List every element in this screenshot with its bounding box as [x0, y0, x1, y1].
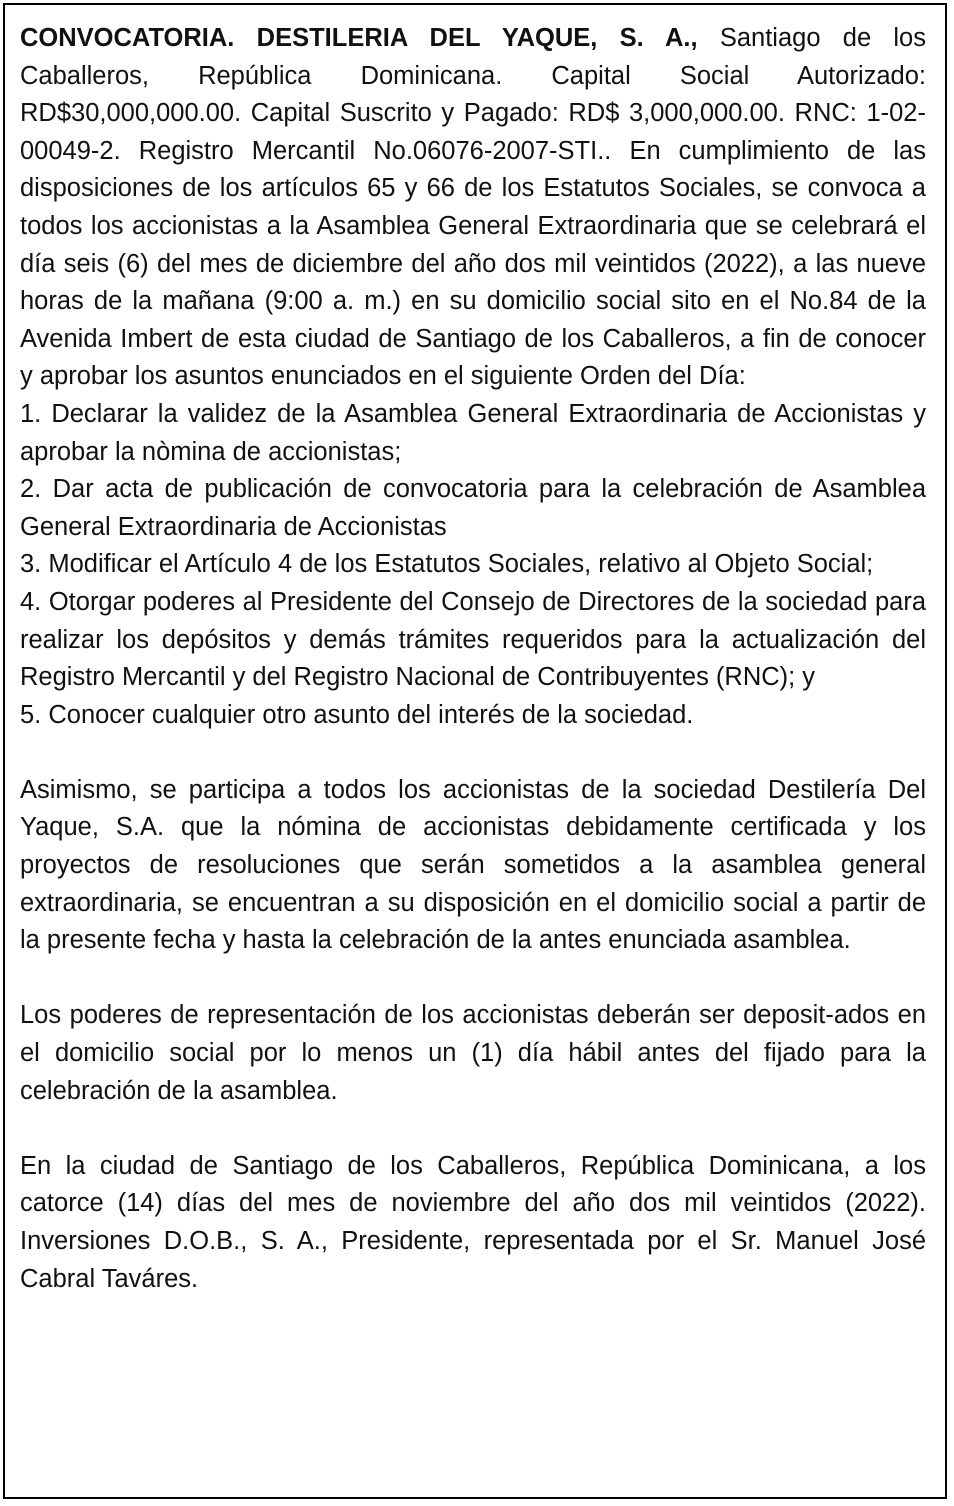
intro-paragraph: [20, 20, 926, 396]
agenda-item-1: 1. Declarar la validez de la Asamblea General Extraordinaria de Accionistas y aprobar la nòmina de accionistas;: [20, 399, 926, 466]
agenda-item-4: 4. Otorgar poderes al Presidente del Consejo de Directores de la sociedad para realizar los depósitos y demás trámites requeridos para la actualización del Registro Mercantil y del Registro Nacional de Contribuyentes (RNC); y: [20, 587, 926, 692]
agenda-item-2: 2. Dar acta de publicación de convocatoria para la celebración de Asamblea General Extraordinaria de Accionistas: [20, 475, 926, 541]
asimismo-paragraph: Asimismo, se participa a todos los accionistas de la sociedad Destilería Del Yaque, S.A. que la nómina de accionistas debidamente certificada y los proyectos de resoluciones que serán sometidos a la asamblea general extraordinaria, se encuentran a su disposición en el domicilio social a partir de la presente fecha y hasta la celebración de la antes enunciada asamblea.: [20, 775, 926, 955]
paragraph-spacer: [20, 960, 926, 998]
intro-text: Santiago de los Caballeros, República Dominicana. Capital Social Autorizado: RD$30,000,000.00. Capital Suscrito y Pagado: RD$ 3,000,000.00. RNC: 1-02-00049-2. Registro Mercantil No.06076-2007-STI.. En cumplimiento de las disposiciones de los artículos 65 y 66 de los Estatutos Sociales, se convoca a todos los accionistas a la Asamblea General Extraordinaria que se celebrará el día seis (6) del mes de diciembre del año dos mil veintidos (2022), a las nueve horas de la mañana (9:00 a. m.) en su domicilio social sito en el No.84 de la Avenida Imbert de esta ciudad de Santiago de los Caballeros, a fin de conocer y aprobar los asuntos enunciados en el siguiente Orden del Día:: [20, 24, 926, 391]
poderes-paragraph: Los poderes de representación de los accionistas deberán ser deposit-ados en el domicilio social por lo menos un (1) día hábil antes del fijado para la celebración de la asamblea.: [20, 1001, 926, 1105]
paragraph-spacer: [20, 734, 926, 772]
notice-body: [20, 20, 926, 1298]
agenda-item-5: 5. Conocer cualquier otro asunto del interés de la sociedad.: [20, 700, 694, 729]
agenda-item-3: 3. Modificar el Artículo 4 de los Estatutos Sociales, relativo al Objeto Social;: [20, 550, 874, 579]
paragraph-spacer: [20, 1110, 926, 1148]
notice-heading: CONVOCATORIA. DESTILERIA DEL YAQUE, S. A.,: [20, 24, 698, 52]
closing-paragraph: En la ciudad de Santiago de los Caballeros, República Dominicana, a los catorce (14) días del mes de noviembre del año dos mil veintidos (2022). Inversiones D.O.B., S. A., Presidente, representada por el Sr. Manuel José Cabral Taváres.: [20, 1151, 926, 1293]
